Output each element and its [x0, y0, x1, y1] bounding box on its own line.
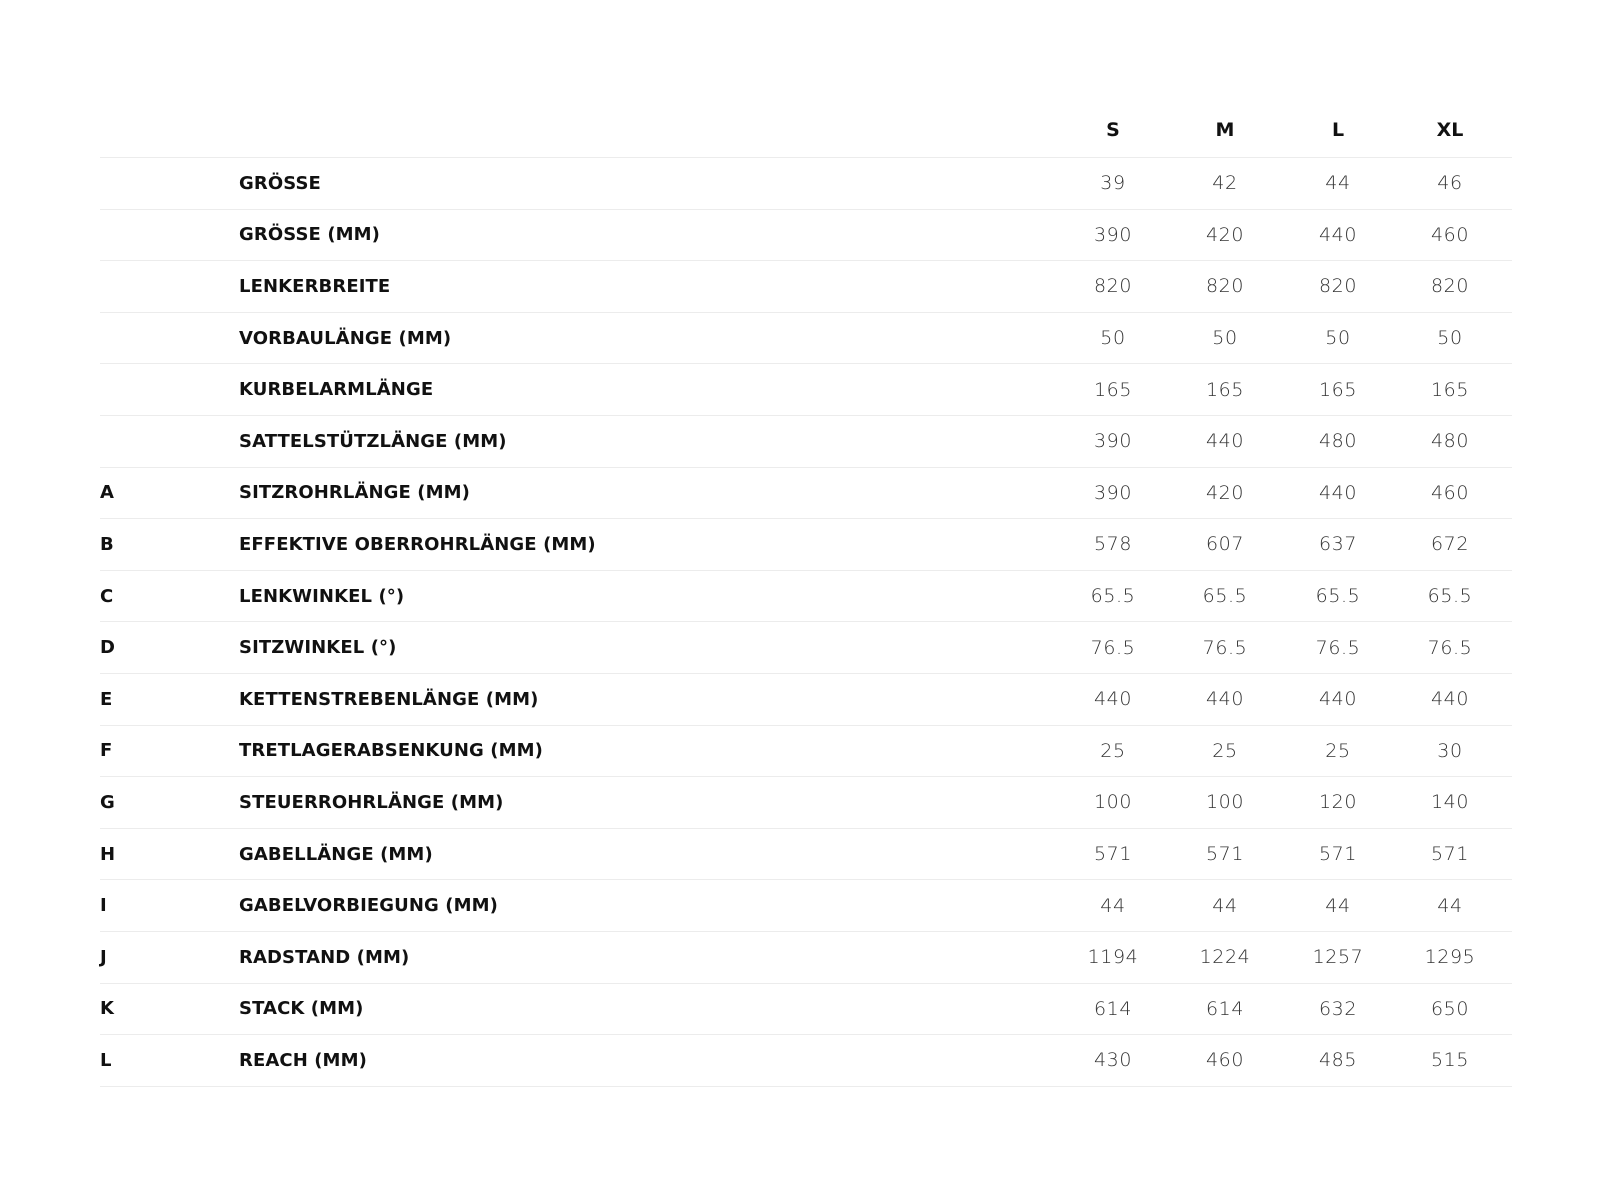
- value-l: 440: [1318, 223, 1358, 246]
- table-row: [100, 829, 1512, 881]
- row-letter: B: [100, 533, 114, 555]
- value-xl: 76.5: [1427, 636, 1473, 659]
- value-xl: 460: [1430, 223, 1470, 246]
- size-header-s: S: [1106, 119, 1120, 141]
- table-body: [100, 158, 1512, 1087]
- value-s: 50: [1100, 327, 1126, 350]
- table-row: [100, 932, 1512, 984]
- row-label: VORBAULÄNGE (MM): [239, 327, 452, 349]
- value-xl: 1295: [1424, 946, 1476, 969]
- value-l: 25: [1325, 739, 1351, 762]
- row-label: TRETLAGERABSENKUNG (MM): [239, 740, 543, 762]
- row-label: EFFEKTIVE OBERROHRLÄNGE (MM): [239, 533, 596, 555]
- value-m: 440: [1205, 430, 1245, 453]
- value-xl: 672: [1430, 533, 1470, 556]
- row-label: GABELLÄNGE (MM): [239, 843, 433, 865]
- row-label: LENKWINKEL (°): [239, 585, 405, 607]
- value-m: 25: [1212, 739, 1238, 762]
- row-label: SATTELSTÜTZLÄNGE (MM): [239, 430, 507, 452]
- value-s: 100: [1093, 791, 1133, 814]
- row-letter: K: [100, 998, 114, 1020]
- table-row: [100, 313, 1512, 365]
- row-label: SITZWINKEL (°): [239, 637, 397, 659]
- value-s: 25: [1100, 739, 1126, 762]
- table-row: [100, 984, 1512, 1036]
- value-xl: 165: [1430, 378, 1470, 401]
- value-s: 390: [1093, 481, 1133, 504]
- value-l: 485: [1318, 1049, 1358, 1072]
- table-row: [100, 519, 1512, 571]
- row-label: KURBELARMLÄNGE: [239, 379, 434, 401]
- value-s: 39: [1100, 172, 1126, 195]
- row-label: SITZROHRLÄNGE (MM): [239, 482, 470, 504]
- value-m: 420: [1205, 481, 1245, 504]
- value-l: 820: [1318, 275, 1358, 298]
- value-m: 614: [1205, 997, 1245, 1020]
- row-letter: A: [100, 482, 114, 504]
- row-letter: L: [100, 1049, 112, 1071]
- row-letter: J: [100, 946, 107, 968]
- value-l: 637: [1318, 533, 1358, 556]
- size-header-xl: XL: [1436, 119, 1464, 141]
- value-m: 1224: [1199, 946, 1251, 969]
- value-s: 1194: [1087, 946, 1139, 969]
- table-header-row: [100, 103, 1512, 158]
- value-l: 571: [1318, 843, 1358, 866]
- row-letter: C: [100, 585, 114, 607]
- value-l: 632: [1318, 997, 1358, 1020]
- value-m: 420: [1205, 223, 1245, 246]
- row-label: STEUERROHRLÄNGE (MM): [239, 791, 504, 813]
- value-xl: 50: [1437, 327, 1463, 350]
- row-label: REACH (MM): [239, 1049, 367, 1071]
- row-label: KETTENSTREBENLÄNGE (MM): [239, 688, 539, 710]
- row-letter: E: [100, 688, 113, 710]
- value-m: 460: [1205, 1049, 1245, 1072]
- value-s: 430: [1093, 1049, 1133, 1072]
- value-s: 165: [1093, 378, 1133, 401]
- value-l: 480: [1318, 430, 1358, 453]
- value-m: 76.5: [1202, 636, 1248, 659]
- value-s: 65.5: [1090, 585, 1136, 608]
- value-s: 390: [1093, 430, 1133, 453]
- value-l: 50: [1325, 327, 1351, 350]
- value-l: 44: [1325, 172, 1351, 195]
- value-xl: 460: [1430, 481, 1470, 504]
- table-row: [100, 674, 1512, 726]
- value-l: 44: [1325, 894, 1351, 917]
- table-row: [100, 468, 1512, 520]
- value-s: 390: [1093, 223, 1133, 246]
- row-letter: I: [100, 895, 107, 917]
- value-xl: 440: [1430, 688, 1470, 711]
- row-label: LENKERBREITE: [239, 275, 391, 297]
- value-xl: 46: [1437, 172, 1463, 195]
- value-m: 65.5: [1202, 585, 1248, 608]
- value-m: 440: [1205, 688, 1245, 711]
- value-m: 50: [1212, 327, 1238, 350]
- value-xl: 650: [1430, 997, 1470, 1020]
- size-header-l: L: [1331, 119, 1345, 141]
- row-letter: H: [100, 843, 116, 865]
- row-label: GRÖSSE: [239, 172, 321, 194]
- size-header-m: M: [1215, 119, 1235, 141]
- value-l: 165: [1318, 378, 1358, 401]
- value-m: 165: [1205, 378, 1245, 401]
- row-letter: D: [100, 637, 115, 659]
- row-label: GRÖSSE (MM): [239, 224, 380, 246]
- table-row: [100, 1035, 1512, 1087]
- table-row: [100, 571, 1512, 623]
- value-m: 571: [1205, 843, 1245, 866]
- value-l: 65.5: [1315, 585, 1361, 608]
- table-row: [100, 261, 1512, 313]
- row-label: RADSTAND (MM): [239, 946, 410, 968]
- value-s: 614: [1093, 997, 1133, 1020]
- value-xl: 571: [1430, 843, 1470, 866]
- table-row: [100, 777, 1512, 829]
- row-letter: F: [100, 740, 113, 762]
- value-xl: 140: [1430, 791, 1470, 814]
- value-s: 571: [1093, 843, 1133, 866]
- value-l: 440: [1318, 481, 1358, 504]
- table-row: [100, 416, 1512, 468]
- value-s: 44: [1100, 894, 1126, 917]
- table-row: [100, 210, 1512, 262]
- table-row: [100, 880, 1512, 932]
- table-row: [100, 622, 1512, 674]
- value-l: 76.5: [1315, 636, 1361, 659]
- value-xl: 820: [1430, 275, 1470, 298]
- table-row: [100, 364, 1512, 416]
- table-row: [100, 726, 1512, 778]
- value-m: 607: [1205, 533, 1245, 556]
- row-letter: G: [100, 791, 115, 813]
- value-l: 1257: [1312, 946, 1364, 969]
- value-m: 42: [1212, 172, 1238, 195]
- value-s: 578: [1093, 533, 1133, 556]
- value-xl: 515: [1430, 1049, 1470, 1072]
- value-xl: 30: [1437, 739, 1463, 762]
- value-xl: 480: [1430, 430, 1470, 453]
- value-xl: 44: [1437, 894, 1463, 917]
- value-xl: 65.5: [1427, 585, 1473, 608]
- table-row: [100, 158, 1512, 210]
- value-s: 820: [1093, 275, 1133, 298]
- value-m: 820: [1205, 275, 1245, 298]
- value-s: 76.5: [1090, 636, 1136, 659]
- value-m: 100: [1205, 791, 1245, 814]
- row-label: STACK (MM): [239, 998, 364, 1020]
- value-m: 44: [1212, 894, 1238, 917]
- row-label: GABELVORBIEGUNG (MM): [239, 895, 498, 917]
- geometry-table: [100, 103, 1512, 1087]
- value-l: 120: [1318, 791, 1358, 814]
- value-s: 440: [1093, 688, 1133, 711]
- value-l: 440: [1318, 688, 1358, 711]
